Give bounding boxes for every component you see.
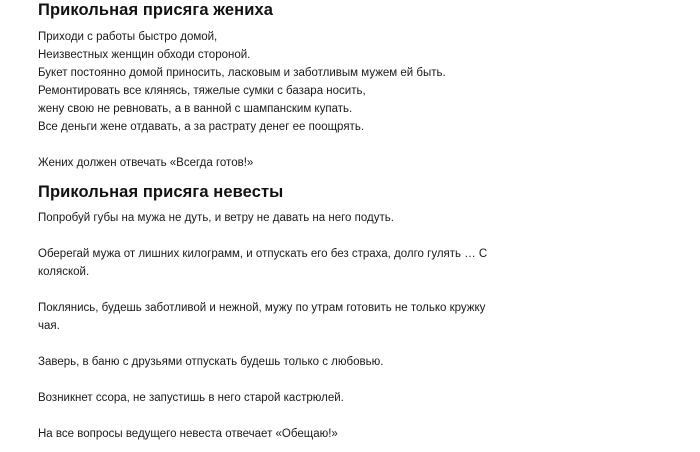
groom-oath-line: Все деньги жене отдавать, а за растрату денег ее поощрять. [38,121,365,133]
groom-oath-line: жену свою не ревновать, а в ванной с шампанским купать. [38,103,353,115]
bride-oath-line: чая. [38,320,60,332]
spacer [38,281,518,299]
bride-oath-line: Возникнет ссора, не запустишь в него старой кастрюлей. [38,392,344,404]
bride-oath-text [38,209,518,443]
spacer [38,172,518,182]
groom-oath-line: Ремонтировать все клянясь, тяжелые сумки с базара носить, [38,85,366,97]
bride-oath-line: Заверь, в баню с друзьями отпускать будешь только с любовью. [38,356,384,368]
groom-oath-title: Прикольная присяга жениха [38,1,274,19]
spacer [38,20,518,28]
groom-oath-text [38,28,518,136]
bride-oath-line: Поклянись, будешь заботливой и нежной, мужу по утрам готовить не только кружку [38,302,486,314]
groom-oath-line: Букет постоянно домой приносить, ласковым и заботливым мужем ей быть. [38,67,446,79]
spacer [38,335,518,353]
groom-answer: Жених должен отвечать «Всегда готов!» [38,157,254,169]
groom-oath-line: Приходи с работы быстро домой, [38,31,218,43]
bride-oath-title: Прикольная присяга невесты [38,183,284,201]
spacer [38,136,518,154]
spacer [38,227,518,245]
spacer [38,371,518,389]
spacer [38,202,518,209]
article [38,0,518,443]
groom-oath-line: Неизвестных женщин обходи стороной. [38,49,251,61]
bride-oath-line: Попробуй губы на мужа не дуть, и ветру не давать на него подуть. [38,212,394,224]
bride-oath-line: Оберегай мужа от лишних килограмм, и отпускать его без страха, долго гулять … С [38,248,488,260]
bride-answer: На все вопросы ведущего невеста отвечает «Обещаю!» [38,428,338,440]
bride-oath-line: коляской. [38,266,90,278]
spacer [38,407,518,425]
